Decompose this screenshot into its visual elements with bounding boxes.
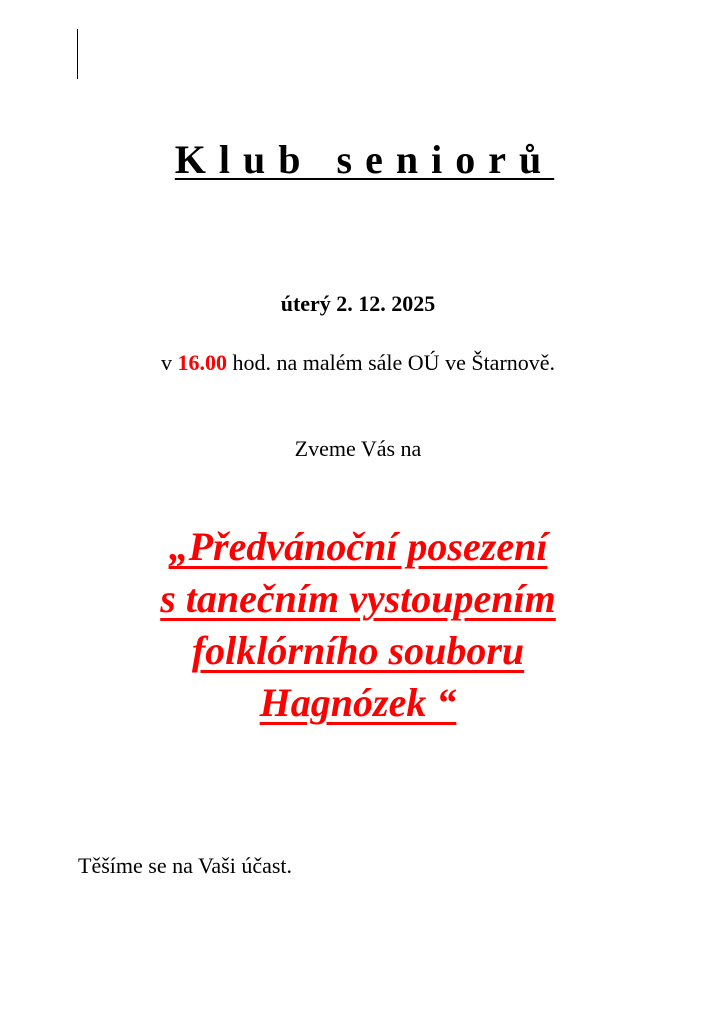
place-text: hod. na malém sále OÚ ve Štarnově. bbox=[232, 350, 556, 375]
page-title-text: Klub seniorů bbox=[174, 137, 555, 182]
event-name-line: folklórního souboru bbox=[191, 628, 525, 673]
event-date: úterý 2. 12. 2025 bbox=[280, 291, 436, 316]
event-time: 16.00 bbox=[177, 350, 227, 375]
text-cursor bbox=[77, 29, 78, 79]
event-name-line: Hagnózek “ bbox=[259, 680, 457, 725]
invite-text: Zveme Vás na bbox=[294, 436, 422, 461]
event-name-line: „Předvánoční posezení bbox=[168, 524, 548, 569]
event-name-line: s tanečním vystoupením bbox=[160, 576, 556, 621]
time-prefix: v bbox=[160, 350, 172, 375]
page-title bbox=[0, 136, 716, 184]
closing-text: Těšíme se na Vaši účast. bbox=[78, 853, 293, 878]
event-name bbox=[0, 521, 716, 729]
event-time-place bbox=[0, 349, 716, 377]
